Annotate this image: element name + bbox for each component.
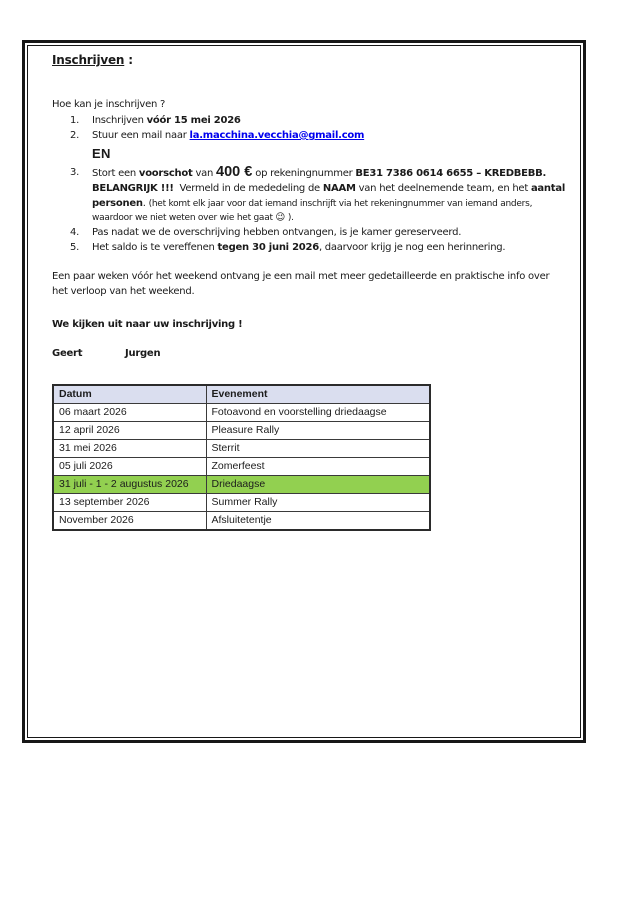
text-segment: (het komt elk jaar voor dat iemand inschrijft via het rekeningnummer van iemand anders, xyxy=(148,198,533,209)
table-cell: Fotoavond en voorstelling driedaagse xyxy=(206,403,430,421)
list-item xyxy=(70,128,570,165)
step-body xyxy=(92,113,570,129)
list-item xyxy=(70,165,570,225)
text-segment: aantal xyxy=(530,183,566,194)
text-segment: van xyxy=(192,167,217,179)
signature-geert: Geert xyxy=(52,348,83,359)
list-item xyxy=(70,225,570,241)
paragraph-line: Een paar weken vóór het weekend ontvang je een mail met meer gedetailleerde en praktische info over xyxy=(52,270,550,282)
step-line xyxy=(92,211,570,225)
events-table-header xyxy=(53,385,430,404)
table-cell: Afsluitetentje xyxy=(206,511,430,530)
table-cell: 31 juli - 1 - 2 augustus 2026 xyxy=(53,475,206,493)
title-colon: : xyxy=(124,53,133,67)
table-row xyxy=(53,511,430,530)
step-line xyxy=(92,225,570,241)
step-line xyxy=(92,113,570,129)
text-segment: NAAM xyxy=(322,183,356,194)
step-number: 5. xyxy=(70,242,80,253)
page-border-outer xyxy=(22,40,586,743)
step-body xyxy=(92,225,570,241)
step-body xyxy=(92,165,570,225)
step-number: 2. xyxy=(70,130,80,141)
events-table-body xyxy=(53,403,430,530)
account-number: BE31 7386 0614 6655 – KREDBEBB. xyxy=(355,167,547,179)
steps-list xyxy=(52,113,570,256)
text-segment: . xyxy=(142,197,149,209)
step-line xyxy=(92,165,570,182)
table-cell: November 2026 xyxy=(53,511,206,530)
section-title xyxy=(52,53,570,67)
amount-text: 400 € xyxy=(216,163,253,180)
info-paragraph xyxy=(52,269,570,300)
text-segment: Stort een xyxy=(92,167,139,179)
step-body xyxy=(92,128,570,165)
text-segment: waardoor we niet weten over wie het gaat xyxy=(92,212,276,223)
header-row xyxy=(53,385,430,404)
table-row xyxy=(53,403,430,421)
step-line xyxy=(92,128,570,144)
text-segment: op rekeningnummer xyxy=(252,167,356,179)
text-segment: Pas nadat we de overschrijving hebben ontvangen, is je kamer gereserveerd. xyxy=(92,226,462,238)
table-cell: Driedaagse xyxy=(206,475,430,493)
column-header-datum: Datum xyxy=(53,385,206,404)
text-segment: ). xyxy=(285,212,294,223)
step-line xyxy=(92,145,570,164)
events-table xyxy=(52,384,431,531)
important-label: BELANGRIJK !!! xyxy=(92,183,174,194)
text-segment: Stuur een mail naar xyxy=(92,130,190,141)
table-cell: Pleasure Rally xyxy=(206,421,430,439)
step-line xyxy=(92,240,570,256)
table-cell: 31 mei 2026 xyxy=(53,439,206,457)
step-number: 4. xyxy=(70,226,80,238)
closing-line: We kijken uit naar uw inschrijving ! xyxy=(52,318,243,330)
list-item xyxy=(70,113,570,129)
en-label: EN xyxy=(92,145,111,161)
text-segment: van het deelnemende team, en het xyxy=(355,183,531,194)
table-row xyxy=(53,439,430,457)
signature-line xyxy=(52,346,570,362)
table-cell: Summer Rally xyxy=(206,493,430,511)
table-cell: 06 maart 2026 xyxy=(53,403,206,421)
list-item xyxy=(70,240,570,256)
step-number: 3. xyxy=(70,166,80,178)
intro-line: Hoe kan je inschrijven ? xyxy=(52,99,166,110)
text-segment: Vermeld in de mededeling de xyxy=(173,183,323,194)
table-row xyxy=(53,493,430,511)
text-segment: personen xyxy=(92,197,143,209)
text-segment: voorschot xyxy=(138,167,193,179)
step-line xyxy=(92,197,570,211)
column-header-evenement: Evenement xyxy=(206,385,430,404)
table-row xyxy=(53,457,430,475)
table-cell: 12 april 2026 xyxy=(53,421,206,439)
signature-jurgen: Jurgen xyxy=(125,348,161,359)
wink-emoji: 😉 xyxy=(275,211,286,223)
text-segment: Het saldo is te vereffenen xyxy=(92,242,218,253)
step-line xyxy=(92,181,570,197)
table-cell: 13 september 2026 xyxy=(53,493,206,511)
text-segment: vóór 15 mei 2026 xyxy=(146,114,241,126)
text-segment: Inschrijven xyxy=(92,114,147,126)
table-row xyxy=(53,475,430,493)
email-link[interactable]: la.macchina.vecchia@gmail.com xyxy=(189,130,365,141)
table-row xyxy=(53,421,430,439)
table-cell: Sterrit xyxy=(206,439,430,457)
step-number: 1. xyxy=(70,114,80,126)
table-cell: Zomerfeest xyxy=(206,457,430,475)
table-cell: 05 juli 2026 xyxy=(53,457,206,475)
paragraph-line: het verloop van het weekend. xyxy=(52,286,195,297)
text-segment: , daarvoor krijg je nog een herinnering. xyxy=(318,242,506,253)
title-text: Inschrijven xyxy=(52,53,125,67)
step-body xyxy=(92,240,570,256)
text-segment: tegen 30 juni 2026 xyxy=(217,242,319,253)
page-border-inner xyxy=(27,45,581,738)
